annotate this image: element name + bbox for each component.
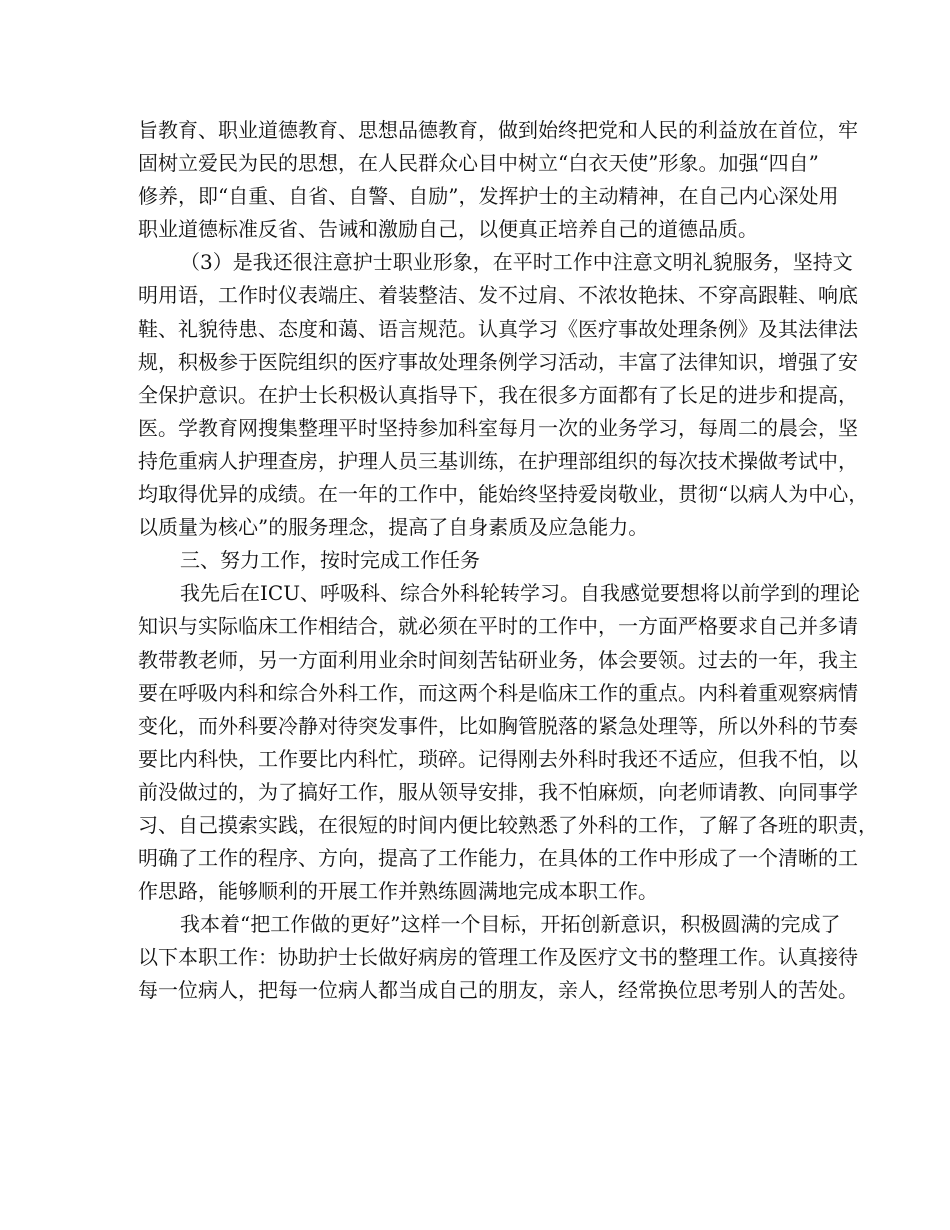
text-line: 知识与实际临床工作相结合，就必须在平时的工作中，一方面严格要求自己并多请: [138, 614, 858, 639]
paragraph-start-line: 我先后在ICU、呼吸科、综合外科轮转学习。自我感觉要想将以前学到的理论: [180, 581, 861, 606]
text-line: 要在呼吸内科和综合外科工作，而这两个科是临床工作的重点。内科着重观察病情: [138, 680, 858, 705]
text-line: 鞋、礼貌待患、态度和蔼、语言规范。认真学习《医疗事故处理条例》及其法律法: [138, 316, 858, 341]
document-body: [138, 114, 878, 1008]
text-line: 旨教育、职业道德教育、思想品德教育，做到始终把党和人民的利益放在首位，牢: [138, 118, 858, 142]
text-line: 明确了工作的程序、方向，提高了工作能力，在具体的工作中形成了一个清晰的工: [138, 846, 858, 871]
text-line: 作思路，能够顺利的开展工作并熟练圆满地完成本职工作。: [138, 879, 658, 904]
text-line: 均取得优异的成绩。在一年的工作中，能始终坚持爱岗敬业，贯彻“以病人为中心，: [138, 482, 869, 507]
text-line: 持危重病人护理查房，护理人员三基训练，在护理部组织的每次技术操做考试中，: [138, 448, 858, 473]
text-line: 明用语，工作时仪表端庄、着装整洁、发不过肩、不浓妆艳抹、不穿高跟鞋、响底: [138, 283, 858, 308]
text-line: 修养，即“自重、自省、自警、自励”，发挥护士的主动精神，在自己内心深处用: [138, 184, 839, 209]
text-line: 前没做过的，为了搞好工作，服从领导安排，我不怕麻烦，向老师请教、向同事学: [138, 779, 858, 804]
text-line: 职业道德标准反省、告诫和激励自己，以便真正培养自己的道德品质。: [138, 217, 758, 242]
text-line: 规，积极参于医院组织的医疗事故处理条例学习活动，丰富了法律知识，增强了安: [138, 349, 858, 374]
text-line: 固树立爱民为民的思想，在人民群众心目中树立“白衣天使”形象。加强“四自”: [138, 151, 819, 176]
text-line: 要比内科快，工作要比内科忙，琐碎。记得刚去外科时我还不适应，但我不怕，以: [138, 746, 858, 771]
text-line: 以下本职工作：协助护士长做好病房的管理工作及医疗文书的整理工作。认真接待: [138, 945, 858, 970]
section-heading: 三、努力工作，按时完成工作任务: [180, 548, 480, 573]
paragraph-start-line: 我本着“把工作做的更好”这样一个目标，开拓创新意识，积极圆满的完成了: [180, 912, 841, 937]
text-line: 每一位病人，把每一位病人都当成自己的朋友，亲人，经常换位思考别人的苦处。: [138, 978, 858, 1003]
text-line: 以质量为核心”的服务理念，提高了自身素质及应急能力。: [138, 515, 649, 540]
text-line: 全保护意识。在护士长积极认真指导下，我在很多方面都有了长足的进步和提高，: [138, 382, 858, 407]
paragraph-start-line: （3）是我还很注意护士职业形象，在平时工作中注意文明礼貌服务，坚持文: [180, 250, 853, 275]
text-line: 医。学教育网搜集整理平时坚持参加科室每月一次的业务学习，每周二的晨会，坚: [138, 415, 858, 440]
text-line: 教带教老师，另一方面利用业余时间刻苦钻研业务，体会要领。过去的一年，我主: [138, 647, 858, 672]
text-line: 变化，而外科要冷静对待突发事件，比如胸管脱落的紧急处理等，所以外科的节奏: [138, 713, 858, 738]
text-line: 习、自己摸索实践，在很短的时间内便比较熟悉了外科的工作，了解了各班的职责，: [138, 812, 878, 837]
